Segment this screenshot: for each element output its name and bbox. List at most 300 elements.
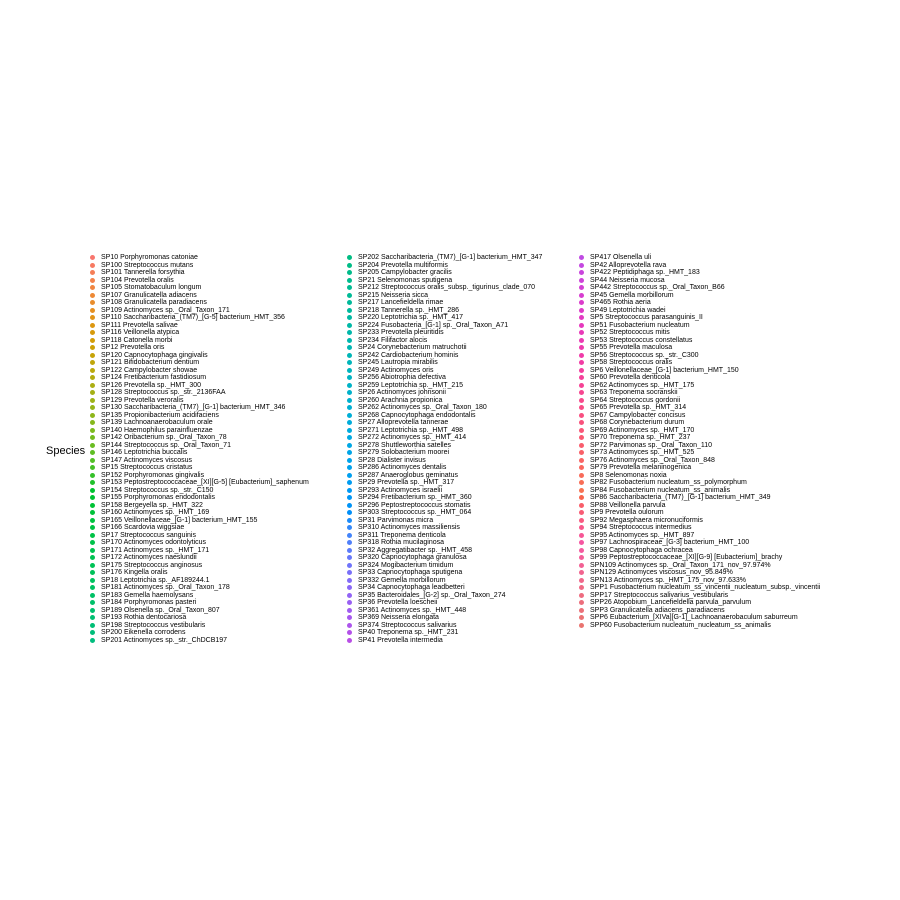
legend-key-dot: [347, 270, 352, 275]
legend-key-dot: [90, 518, 95, 523]
legend-label: SP104 Prevotella oralis: [101, 276, 174, 284]
legend-key-dot: [579, 518, 584, 523]
legend-label: SPP1 Fusobacterium nucleatum_ss_vincentii_nucleatum_subsp._vincentii: [590, 584, 821, 591]
legend-label: SP369 Neisseria elongata: [358, 614, 439, 621]
legend-key-dot: [347, 308, 352, 313]
legend-label: SP293 Actinomyces israelii: [358, 486, 443, 494]
legend-label: SP69 Actinomyces sp._HMT_170: [590, 426, 695, 434]
legend-label: SP233 Prevotella pleuritidis: [358, 329, 444, 336]
legend-key-dot: [90, 533, 95, 538]
legend-key-dot: [90, 278, 95, 283]
legend-label: SP17 Streptococcus sanguinis: [101, 531, 196, 539]
legend-key-dot: [90, 285, 95, 290]
legend-key-dot: [347, 420, 352, 425]
legend-key-dot: [347, 353, 352, 358]
legend-key-dot: [579, 503, 584, 508]
legend-label: SP147 Actinomyces viscosus: [101, 456, 193, 464]
legend-key-dot: [347, 540, 352, 545]
legend-key-dot: [347, 285, 352, 290]
legend-key-dot: [579, 435, 584, 440]
legend-key-dot: [90, 503, 95, 508]
legend-key-dot: [579, 480, 584, 485]
legend-label: SP262 Actinomyces sp._Oral_Taxon_180: [358, 404, 487, 411]
legend-key-dot: [347, 623, 352, 628]
legend-label: SP12 Prevotella oris: [101, 344, 165, 351]
legend-key-dot: [347, 458, 352, 463]
legend-label: SP101 Tannerella forsythia: [101, 269, 185, 276]
legend-key-dot: [579, 510, 584, 515]
legend-label: SP56 Streptococcus sp._str._C300: [590, 351, 699, 359]
legend-label: SPP6 Eubacterium_[XIVa][G-1]_Lachnoanaerobaculum saburreum: [590, 614, 798, 621]
legend-label: SP107 Granulicatella adiacens: [101, 291, 197, 299]
legend-key-dot: [347, 615, 352, 620]
legend-label: SP135 Propionibacterium acidifaciens: [101, 411, 219, 419]
legend-label: SP95 Actinomyces sp._HMT_897: [590, 531, 695, 539]
legend-key-dot: [579, 615, 584, 620]
legend-label: SP374 Streptococcus salivarius: [358, 621, 457, 629]
legend-label: SP153 Peptostreptococcaceae_[XI][G-5] [Eubacterium]_saphenum: [101, 479, 309, 486]
legend-key-dot: [579, 540, 584, 545]
legend-key-dot: [90, 480, 95, 485]
legend-label: SP10 Porphyromonas catoniae: [101, 254, 198, 261]
legend-key-dot: [579, 488, 584, 493]
legend-label: SP224 Fusobacteria_[G-1] sp._Oral_Taxon_A71: [358, 321, 509, 329]
legend-label: SP21 Selenomonas sputigena: [358, 276, 453, 284]
legend-label: SP94 Streptococcus intermedius: [590, 524, 692, 531]
legend-label: SP100 Streptococcus mutans: [101, 261, 194, 269]
legend-key-dot: [347, 443, 352, 448]
legend-key-dot: [90, 263, 95, 268]
legend-key-dot: [90, 623, 95, 628]
legend-key-dot: [90, 308, 95, 313]
legend-label: SP15 Streptococcus cristatus: [101, 464, 193, 471]
legend-label: SP184 Porphyromonas pasteri: [101, 599, 197, 606]
legend-label: SPN129 Actinomyces viscosus_nov_95.849%: [590, 569, 733, 576]
legend-key-dot: [90, 435, 95, 440]
legend-key-dot: [90, 413, 95, 418]
legend-label: SP99 Peptostreptococcaceae_[XI][G-9] [Eubacterium]_brachy: [590, 554, 783, 561]
legend-label: SP442 Streptococcus sp._Oral_Taxon_B66: [590, 284, 725, 291]
legend-label: SP35 Bacteroidales_[G-2] sp._Oral_Taxon_274: [358, 591, 506, 599]
legend-label: SP212 Streptococcus oralis_subsp._tigurinus_clade_070: [358, 284, 536, 291]
legend-label: SP245 Lautropia mirabilis: [358, 359, 438, 366]
legend-key-dot: [579, 278, 584, 283]
legend-label: SP26 Actinomyces johnsonii: [358, 389, 446, 396]
legend-key-dot: [579, 578, 584, 583]
legend-label: SP465 Rothia aeria: [590, 299, 651, 306]
legend-label: SP49 Leptotrichia wadei: [590, 306, 666, 314]
legend-key-dot: [347, 473, 352, 478]
legend-key-dot: [347, 525, 352, 530]
legend-label: SP166 Scardovia wiggsiae: [101, 524, 185, 531]
legend-label: SP88 Veillonella parvula: [590, 501, 666, 509]
legend-label: SP29 Prevotella sp._HMT_317: [358, 479, 455, 486]
legend-key-dot: [579, 495, 584, 500]
legend-key-dot: [347, 315, 352, 320]
legend-key-dot: [347, 563, 352, 568]
legend-label: SP279 Solobacterium moorei: [358, 449, 450, 456]
legend-key-dot: [347, 375, 352, 380]
legend-label: SP176 Kingella oralis: [101, 569, 168, 576]
legend-label: SP58 Streptococcus oralis: [590, 359, 673, 366]
legend-label: SP65 Prevotella sp._HMT_314: [590, 404, 687, 411]
legend-label: SP417 Olsenella uli: [590, 254, 652, 261]
legend-label: SP82 Fusobacterium nucleatum_ss_polymorphum: [590, 479, 747, 486]
legend-key-dot: [347, 630, 352, 635]
legend-label: SP128 Streptococcus sp._str._2136FAA: [101, 389, 226, 396]
legend-label: SP84 Fusobacterium nucleatum_ss_animalis: [590, 486, 731, 494]
legend-key-dot: [347, 338, 352, 343]
legend-label: SP311 Treponema denticola: [358, 531, 446, 539]
legend-label: SP68 Corynebacterium durum: [590, 419, 685, 426]
legend-key-dot: [579, 353, 584, 358]
legend-key-dot: [90, 255, 95, 260]
legend-key-dot: [90, 368, 95, 373]
legend-key-dot: [90, 300, 95, 305]
legend-label: SP218 Tannerella sp._HMT_286: [358, 306, 460, 314]
legend-key-dot: [579, 458, 584, 463]
legend-label: SP249 Actinomyces oris: [358, 366, 434, 374]
legend-label: SPP26 Atopobium_Lancefieldella parvula_parvulum: [590, 599, 752, 606]
legend-key-dot: [347, 465, 352, 470]
legend-label: SP201 Actinomyces sp._str._ChDCB197: [101, 636, 228, 644]
legend-label: SP28 Dialister invisus: [358, 456, 426, 464]
legend-label: SP220 Leptotrichia sp._HMT_417: [358, 314, 464, 321]
legend-key-dot: [90, 315, 95, 320]
legend-key-dot: [347, 368, 352, 373]
legend-label: SP64 Streptococcus gordonii: [590, 396, 681, 404]
legend-label: SP33 Capnocytophaga sputigena: [358, 569, 463, 576]
legend-key-dot: [579, 323, 584, 328]
legend-label: SP175 Streptococcus anginosus: [101, 561, 203, 569]
legend-label: SP110 Saccharibacteria_(TM7)_[G-5] bacterium_HMT_356: [101, 314, 285, 321]
legend-key-dot: [579, 450, 584, 455]
legend-label: SP73 Actinomyces sp._HMT_525: [590, 449, 695, 456]
legend-key-dot: [90, 353, 95, 358]
legend-label: SP286 Actinomyces dentalis: [358, 464, 447, 471]
legend-key-dot: [90, 390, 95, 395]
legend-label: SP53 Streptococcus constellatus: [590, 336, 693, 344]
legend-label: SP271 Leptotrichia sp._HMT_498: [358, 426, 464, 434]
legend-key-dot: [347, 330, 352, 335]
legend-key-dot: [579, 300, 584, 305]
legend-key-dot: [347, 263, 352, 268]
legend-key-dot: [90, 608, 95, 613]
legend-label: SP158 Bergeyella sp._HMT_322: [101, 501, 203, 509]
legend-label: SP260 Arachnia propionica: [358, 396, 443, 404]
legend-key-dot: [347, 360, 352, 365]
legend-label: SP332 Gemella morbillorum: [358, 576, 446, 584]
legend-label: SP142 Oribacterium sp._Oral_Taxon_78: [101, 434, 227, 441]
legend-key-dot: [347, 398, 352, 403]
legend-key-dot: [347, 510, 352, 515]
legend-key-dot: [347, 570, 352, 575]
legend-key-dot: [579, 570, 584, 575]
legend-label: SP76 Actinomyces sp._Oral_Taxon_848: [590, 456, 715, 464]
legend-key-dot: [579, 315, 584, 320]
legend-key-dot: [90, 638, 95, 643]
legend-key-dot: [347, 428, 352, 433]
legend-label: SP70 Treponema sp._HMT_237: [590, 434, 691, 441]
legend-title: Species: [46, 445, 86, 457]
legend-key-dot: [579, 600, 584, 605]
legend-label: SPP3 Granulicatella adiacens_paradiacens: [590, 606, 725, 614]
legend-label: SP215 Neisseria sicca: [358, 291, 429, 299]
legend-label: SP165 Veillonellaceae_[G-1] bacterium_HMT_155: [101, 516, 258, 524]
legend-label: SP72 Parvimonas sp._Oral_Taxon_110: [590, 441, 713, 449]
legend-label: SP259 Leptotrichia sp._HMT_215: [358, 381, 464, 389]
legend-key-dot: [347, 495, 352, 500]
legend-key-dot: [347, 345, 352, 350]
legend-key-dot: [347, 435, 352, 440]
legend-label: SP152 Porphyromonas gingivalis: [101, 471, 205, 479]
legend-key-dot: [579, 420, 584, 425]
legend-label: SP172 Actinomyces naeslundii: [101, 554, 197, 561]
legend-label: SP79 Prevotella melaninogenica: [590, 464, 692, 471]
legend-label: SP310 Actinomyces massiliensis: [358, 524, 460, 531]
legend-label: SP303 Streptococcus sp._HMT_064: [358, 509, 472, 516]
legend-label: SP324 Mogibacterium timidum: [358, 561, 454, 569]
legend-key-dot: [90, 585, 95, 590]
legend-key-dot: [579, 330, 584, 335]
legend-key-dot: [579, 285, 584, 290]
legend-label: SP126 Prevotella sp._HMT_300: [101, 381, 201, 389]
legend-label: SP105 Stomatobaculum longum: [101, 284, 202, 291]
legend-key-dot: [90, 488, 95, 493]
legend-key-dot: [90, 398, 95, 403]
legend-label: SP129 Prevotella veroralis: [101, 396, 184, 404]
legend-label: SP124 Fretibacterium fastidiosum: [101, 374, 207, 381]
legend-key-dot: [90, 473, 95, 478]
legend-label: SP5 Streptococcus parasanguinis_II: [590, 314, 703, 321]
legend-key-dot: [347, 450, 352, 455]
legend-label: SP140 Haemophilus parainfluenzae: [101, 426, 213, 434]
legend-key-dot: [90, 578, 95, 583]
legend-label: SP63 Treponema socranskii: [590, 389, 678, 396]
legend-key-dot: [579, 270, 584, 275]
legend-label: SP361 Actinomyces sp._HMT_448: [358, 606, 467, 614]
legend-key-dot: [90, 510, 95, 515]
legend-label: SPN109 Actinomyces sp._Oral_Taxon_171_nov_97.974%: [590, 561, 771, 569]
legend-key-dot: [347, 578, 352, 583]
legend-label: SP205 Campylobacter gracilis: [358, 269, 452, 276]
legend-key-dot: [90, 338, 95, 343]
legend-label: SP34 Capnocytophaga leadbetteri: [358, 584, 465, 591]
legend-label: SP217 Lancefieldella rimae: [358, 299, 444, 306]
legend-label: SP40 Treponema sp._HMT_231: [358, 629, 459, 636]
legend-key-dot: [579, 473, 584, 478]
legend-label: SP121 Bifidobacterium dentium: [101, 359, 200, 366]
legend-key-dot: [90, 345, 95, 350]
legend-label: SP130 Saccharibacteria_(TM7)_[G-1] bacterium_HMT_346: [101, 404, 286, 411]
legend-label: SP92 Megasphaera micronuciformis: [590, 516, 703, 524]
legend-label: SP9 Prevotella oulorum: [590, 509, 664, 516]
legend-label: SP41 Prevotella intermedia: [358, 636, 443, 644]
legend-label: SP193 Rothia dentocariosa: [101, 614, 187, 621]
legend-key-dot: [90, 420, 95, 425]
legend-key-dot: [579, 345, 584, 350]
legend-key-dot: [90, 525, 95, 530]
legend-key-dot: [90, 540, 95, 545]
legend-key-dot: [90, 593, 95, 598]
legend-label: SP109 Actinomyces sp._Oral_Taxon_171: [101, 306, 230, 314]
legend-key-dot: [347, 255, 352, 260]
legend-label: SP8 Selenomonas noxia: [590, 471, 667, 479]
legend-key-dot: [90, 330, 95, 335]
legend-key-dot: [90, 563, 95, 568]
legend-label: SP36 Prevotella loescheii: [358, 599, 438, 606]
legend-key-dot: [579, 255, 584, 260]
legend-label: SP139 Lachnoanaerobaculum orale: [101, 419, 213, 426]
legend-key-dot: [90, 615, 95, 620]
legend-label: SP24 Corynebacterium matruchotii: [358, 344, 467, 351]
legend-key-dot: [347, 638, 352, 643]
legend-key-dot: [347, 503, 352, 508]
legend-label: SP120 Capnocytophaga gingivalis: [101, 351, 208, 359]
legend-label: SP27 Alloprevotella tannerae: [358, 419, 449, 426]
legend-key-dot: [579, 360, 584, 365]
legend-key-dot: [579, 405, 584, 410]
legend-key-dot: [347, 405, 352, 410]
legend-label: SP67 Campylobacter concisus: [590, 411, 686, 419]
legend-key-dot: [579, 443, 584, 448]
legend-key-dot: [90, 405, 95, 410]
legend-label: SP18 Leptotrichia sp._AF189244.1: [101, 576, 210, 584]
legend-key-dot: [347, 518, 352, 523]
legend-key-dot: [579, 293, 584, 298]
legend-label: SP278 Shuttleworthia satelles: [358, 441, 451, 449]
legend-key-dot: [347, 600, 352, 605]
legend-label: SP60 Prevotella denticola: [590, 374, 671, 381]
legend-label: SP111 Prevotella salivae: [101, 321, 178, 329]
legend-label: SP189 Olsenella sp._Oral_Taxon_807: [101, 606, 220, 614]
legend-key-dot: [579, 338, 584, 343]
legend-key-dot: [90, 383, 95, 388]
legend-key-dot: [579, 368, 584, 373]
legend-key-dot: [579, 383, 584, 388]
legend-key-dot: [90, 428, 95, 433]
legend-key-dot: [347, 488, 352, 493]
legend-key-dot: [579, 413, 584, 418]
legend-label: SP116 Veillonella atypica: [101, 329, 180, 336]
legend-label: SP98 Capnocytophaga ochracea: [590, 546, 693, 554]
legend-key-dot: [347, 413, 352, 418]
legend-key-dot: [90, 293, 95, 298]
legend-label: SPN13 Actinomyces sp._HMT_175_nov_97.633%: [590, 576, 747, 584]
legend-key-dot: [579, 428, 584, 433]
legend-label: SP272 Actinomyces sp._HMT_414: [358, 434, 467, 441]
legend-label: SP268 Capnocytophaga endodontalis: [358, 411, 476, 419]
legend-key-dot: [90, 548, 95, 553]
legend-label: SP318 Rothia mucilaginosa: [358, 539, 444, 546]
legend-key-dot: [90, 458, 95, 463]
legend-label: SP146 Leptotrichia buccalis: [101, 449, 188, 456]
legend-label: SP160 Actinomyces sp._HMT_169: [101, 509, 210, 516]
legend-label: SPP60 Fusobacterium nucleatum_nucleatum_ss_animalis: [590, 621, 771, 629]
legend-key-dot: [90, 600, 95, 605]
legend-label: SP200 Eikenella corrodens: [101, 629, 186, 636]
legend-label: SP42 Alloprevotella rava: [590, 261, 667, 269]
legend-key-dot: [579, 390, 584, 395]
legend-key-dot: [90, 443, 95, 448]
legend-key-dot: [90, 323, 95, 328]
legend-key-dot: [90, 450, 95, 455]
legend-key-dot: [347, 300, 352, 305]
legend-label: SP122 Campylobacter showae: [101, 366, 198, 374]
legend-label: SP171 Actinomyces sp._HMT_171: [101, 546, 210, 554]
legend-key-dot: [579, 398, 584, 403]
legend-key-dot: [579, 608, 584, 613]
legend-key-dot: [347, 533, 352, 538]
legend-key-dot: [90, 555, 95, 560]
legend-label: SP256 Abiotrophia defectiva: [358, 374, 446, 381]
legend-label: SP296 Peptostreptococcus stomatis: [358, 501, 471, 509]
legend-key-dot: [347, 278, 352, 283]
legend-key-dot: [347, 383, 352, 388]
legend-label: SP45 Gemella morbillorum: [590, 291, 674, 299]
legend-key-dot: [90, 630, 95, 635]
legend-key-dot: [579, 555, 584, 560]
legend-key-dot: [579, 375, 584, 380]
legend-label: SP422 Peptidiphaga sp._HMT_183: [590, 269, 700, 276]
legend-key-dot: [347, 548, 352, 553]
legend-label: SP242 Cardiobacterium hominis: [358, 351, 459, 359]
legend-label: SP170 Actinomyces odontolyticus: [101, 539, 207, 546]
legend-label: SP62 Actinomyces sp._HMT_175: [590, 381, 695, 389]
legend-label: SP55 Prevotella maculosa: [590, 344, 673, 351]
legend-label: SP51 Fusobacterium nucleatum: [590, 321, 690, 329]
legend-label: SP181 Actinomyces sp._Oral_Taxon_178: [101, 584, 230, 591]
legend-key-dot: [347, 608, 352, 613]
legend-label: SP108 Granulicatella paradiacens: [101, 299, 207, 306]
legend-key-dot: [347, 585, 352, 590]
legend-label: SP118 Catonella morbi: [101, 336, 173, 344]
legend-key-dot: [347, 555, 352, 560]
legend-label: SP183 Gemella haemolysans: [101, 591, 194, 599]
legend-key-dot: [347, 593, 352, 598]
legend-label: SP97 Lachnospiraceae_[G-3] bacterium_HMT_100: [590, 539, 750, 546]
legend-key-dot: [347, 390, 352, 395]
legend-label: SP287 Anaeroglobus geminatus: [358, 471, 459, 479]
legend-key-dot: [579, 533, 584, 538]
legend-label: SP204 Prevotella multiformis: [358, 261, 448, 269]
legend-label: SP86 Saccharibacteria_(TM7)_[G-1] bacterium_HMT_349: [590, 494, 771, 501]
legend-label: SP320 Capnocytophaga granulosa: [358, 554, 467, 561]
legend-key-dot: [347, 293, 352, 298]
legend-key-dot: [579, 263, 584, 268]
legend-label: SP32 Aggregatibacter sp._HMT_458: [358, 546, 473, 554]
legend-label: SP154 Streptococcus sp._str._C150: [101, 486, 214, 494]
legend-label: SP294 Fretibacterium sp._HMT_360: [358, 494, 472, 501]
legend-key-dot: [579, 465, 584, 470]
legend-label: SP144 Streptococcus sp._Oral_Taxon_71: [101, 441, 231, 449]
legend-key-dot: [90, 360, 95, 365]
legend-label: SP6 Veillonellaceae_[G-1] bacterium_HMT_150: [590, 366, 739, 374]
legend-key-dot: [90, 495, 95, 500]
legend-key-dot: [347, 323, 352, 328]
legend-label: SPP17 Streptococcus salivarius_vestibularis: [590, 591, 729, 599]
legend-key-dot: [579, 563, 584, 568]
legend-key-dot: [90, 375, 95, 380]
legend-key-dot: [90, 465, 95, 470]
legend-key-dot: [347, 480, 352, 485]
legend-label: SP44 Neisseria mucosa: [590, 276, 665, 284]
legend-label: SP155 Porphyromonas endodontalis: [101, 494, 216, 501]
legend-key-dot: [579, 308, 584, 313]
legend-key-dot: [90, 570, 95, 575]
legend-key-dot: [579, 623, 584, 628]
legend-label: SP198 Streptococcus vestibularis: [101, 621, 206, 629]
